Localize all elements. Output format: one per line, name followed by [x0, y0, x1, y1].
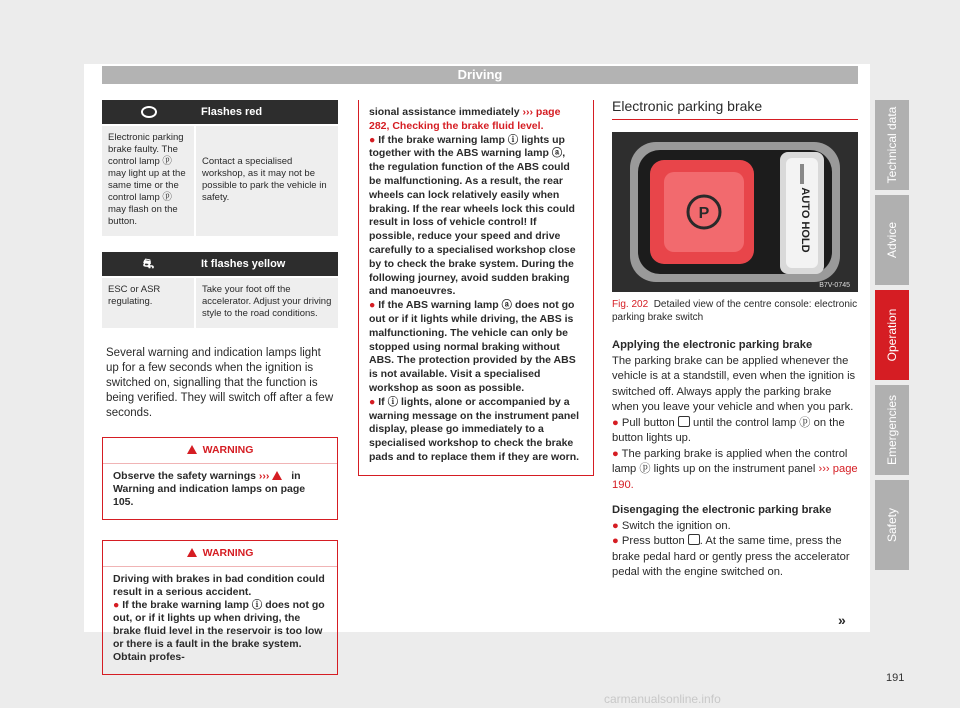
warning-box-2 — [102, 540, 338, 675]
parking-button-icon — [688, 534, 700, 545]
table-cell-action: Contact a specialised workshop, as it may not be possible to park the vehicle in safety. — [195, 125, 338, 236]
tab-operation[interactable]: Operation — [875, 290, 909, 380]
brake-lamp-icon — [102, 100, 195, 125]
side-tabs — [875, 100, 909, 575]
warning-icon — [187, 548, 197, 557]
warning-text: sional assistance immediately ››› page 282, Checking the brake fluid level. ● If the brake warning lamp ⓘ lights up together with the ABS warning lamp ⓐ, the regulation function of the ABS could be malfunctioning. As a result, the rear wheels can lock relatively easily when braking. If the rear wheels lock this could result in loss of vehicle control! If possible, reduce your speed and drive carefully to a specialised workshop close by to check the brake system. During the following journey, avoid sudden braking and manoeuvres. ● If the ABS warning lamp ⓐ does not go out or if it lights while driving, the ABS is malfunctioning. The vehicle can only be stopped using normal braking without ABS. The protection provided by the ABS is not available. Visit a specialised workshop as soon as possible. ● If ⓘ lights, alone or accompanied by a warning message on the instrument panel display, please go immediately to a specialised workshop to check the brake pads and to replace them if they are worn. — [369, 106, 580, 463]
warning-icon — [272, 471, 282, 480]
warning-text: Driving with brakes in bad condition could result in a serious accident. ● If the brake warning lamp ⓘ does not go out, or if it lights up when driving, the brake fluid level in the reservoir is too low or there is a fault in the brake system. Obtain profes- — [113, 573, 325, 663]
section-header: Driving — [102, 66, 858, 84]
cross-ref-link[interactable]: ››› page 190. — [612, 463, 858, 491]
section-title: Electronic parking brake — [612, 100, 858, 120]
warning-text: Observe the safety warnings ››› in Warning and indication lamps on page 105. — [113, 470, 306, 508]
parking-button-icon — [678, 416, 690, 427]
watermark: carmanualsonline.info — [604, 692, 721, 706]
table-cell-cause: Electronic parking brake faulty. The control lamp ⓟ may light up at the same time or the control lamp ⓟ may flash on the button. — [102, 125, 195, 236]
cross-ref-link[interactable]: ››› page 282, Checking the brake fluid level. — [369, 106, 561, 132]
page-number: 191 — [886, 672, 905, 684]
tab-emergencies[interactable]: Emergencies — [875, 385, 909, 475]
svg-text:B7V-0745: B7V-0745 — [819, 282, 850, 289]
warning-title: WARNING — [103, 541, 337, 567]
table-heading: Flashes red — [195, 100, 338, 125]
table-cell-cause: ESC or ASR regulating. — [102, 277, 195, 328]
svg-text:P: P — [698, 205, 710, 222]
column-right — [612, 100, 858, 581]
svg-text:AUTO HOLD: AUTO HOLD — [799, 187, 811, 253]
parking-brake-photo — [612, 132, 858, 292]
column-middle — [358, 100, 594, 476]
warning-title: WARNING — [103, 438, 337, 464]
tab-safety[interactable]: Safety — [875, 480, 909, 570]
table-cell-action: Take your foot off the accelerator. Adjust your driving style to the road conditions. — [195, 277, 338, 328]
tab-advice[interactable]: Advice — [875, 195, 909, 285]
esc-lamp-icon: ⛐ — [102, 252, 195, 277]
warning-box-continued — [358, 100, 594, 476]
table-heading: It flashes yellow — [195, 252, 338, 277]
warning-box-1 — [102, 437, 338, 520]
intro-paragraph: Several warning and indication lamps light up for a few seconds when the ignition is switched on, signalling that the function is being verified. They will switch off after a few seconds. — [106, 347, 334, 419]
body-text: Applying the electronic parking brake The parking brake can be applied whenever the vehicle is at a standstill, even when the ignition is switched off. Always apply the parking brake when you leave your vehicle and when you park. ● Pull button until the control lamp ⓟ on the button lights up. ● The parking brake is applied when the control lamp ⓟ lights up on the instrument panel ››› page 190. Disengaging the electronic parking brake ● Switch the ignition on. ● Press button . At the same time, press the brake pedal hard or gently press the accelerator pedal with the engine switched on. — [612, 339, 858, 578]
warning-icon — [187, 445, 197, 454]
lamp-table-red — [102, 100, 338, 236]
continued-arrow: » — [838, 612, 846, 628]
tab-technical-data[interactable]: Technical data — [875, 100, 909, 190]
figure-caption: Fig. 202 Detailed view of the centre console: electronic parking brake switch — [612, 299, 858, 323]
cross-ref-link[interactable]: ››› — [258, 470, 270, 482]
lamp-table-yellow — [102, 252, 338, 328]
column-left — [102, 100, 338, 675]
